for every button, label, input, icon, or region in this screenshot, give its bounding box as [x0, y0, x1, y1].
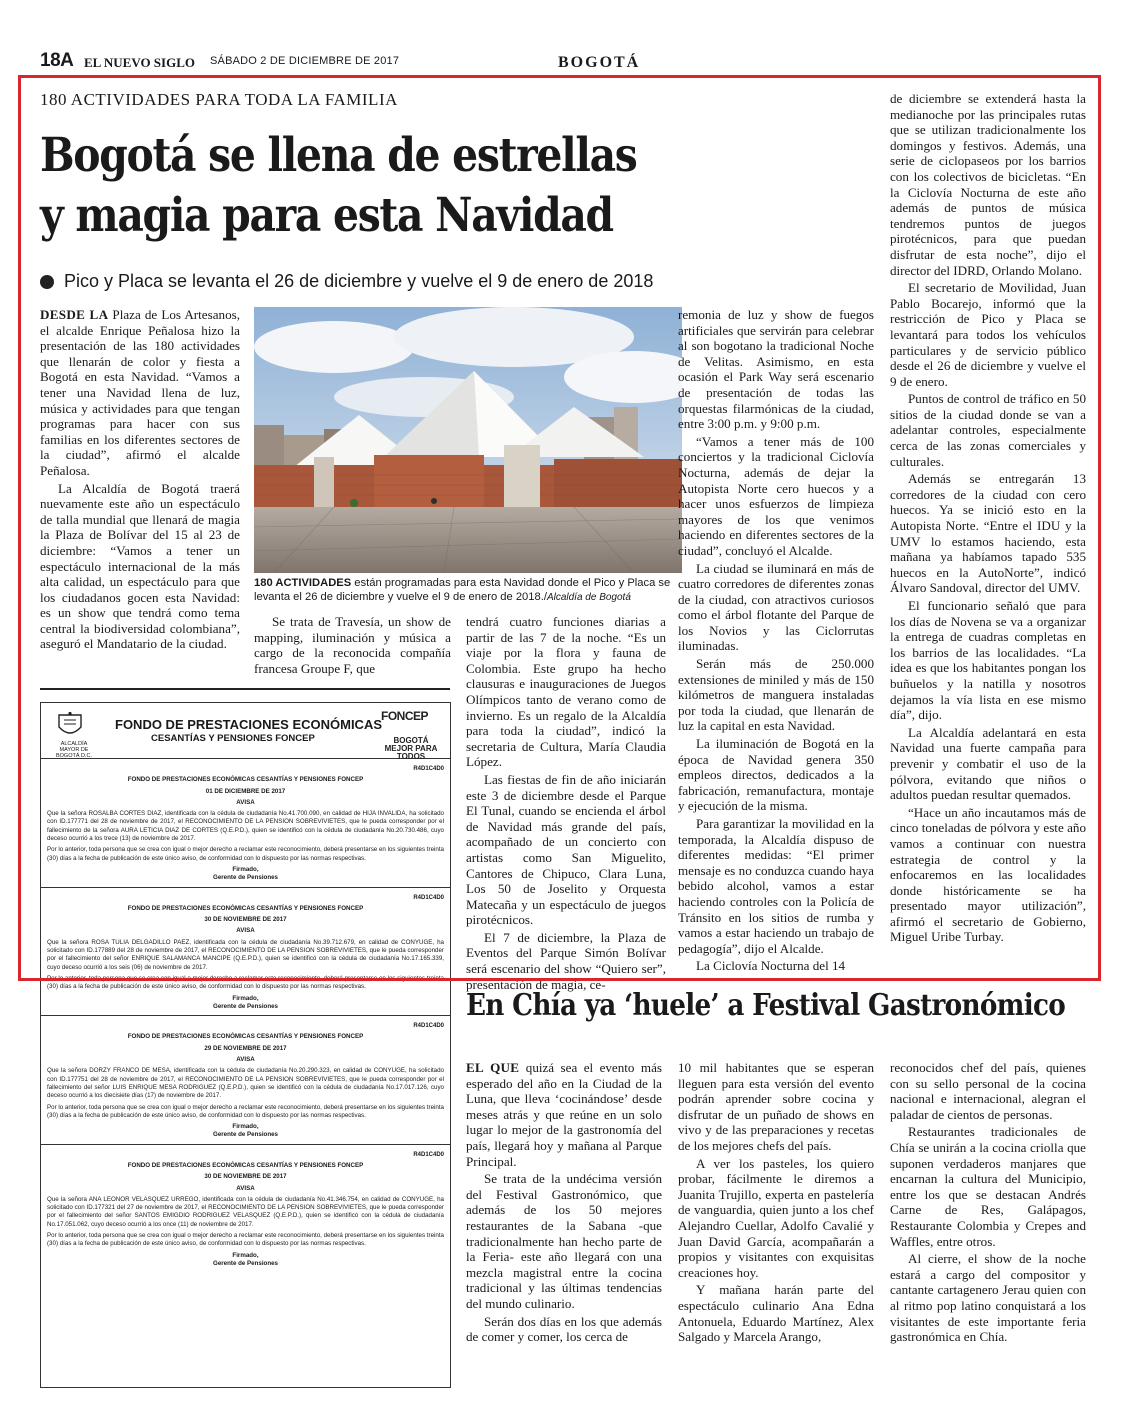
notice-body: Que la señora DORZY FRANCO DE MESA, identificada con la cédula de ciudadanía No.20.290.323, en calidad de CONYUGE, ha solicitado con ID.177751 del 28 de noviembre de 2017, el RECONOCIMIENTO DE LA PENSION SOBREVIVIETES, que le pueda corresponder por el fallecimiento del señor LUIS ENRIQUE MESA RODRIGUEZ (Q.E.P.D.), quien se identificó con la cédula de ciudadanía No.17.017.126, cuyo deceso ocurrió a los diecisiete días (17) de noviembre de 2017. [47, 1067, 444, 1100]
notices-title: FONDO DE PRESTACIONES ECONÓMICAS [115, 717, 383, 732]
notice-avisa: AVISA [236, 1056, 255, 1064]
article2-headline: En Chía ya ‘huele’ a Festival Gastronómico [466, 988, 1066, 1023]
notice-item [41, 888, 450, 1017]
paragraph: remonia de luz y show de fuegos artificiales que servirán para celebrar al son bogotano la tradicional Noche de Velitas. Asimismo, en esta ocasión el Park Way será escenario de presentación de todas las orquestas filarmónicas de la ciudad, entre 3:00 p.m. y 9:00 p.m. [678, 307, 874, 432]
photo-caption [254, 577, 682, 604]
notice-signed: Firmado, [232, 994, 259, 1002]
article2-column-2 [678, 1060, 874, 1347]
notice-item [41, 1016, 450, 1145]
bullet-icon [40, 275, 54, 289]
caption-text: están programadas para esta Navidad donde el Pico y Placa se levanta el 26 de diciembre y vuelve el 9 de enero de 2018./ [254, 577, 671, 603]
article-headline [40, 126, 771, 246]
notice-org: FONDO DE PRESTACIONES ECONÓMICAS CESANTÍAS Y PENSIONES FONCEP [127, 1161, 364, 1169]
paragraph-text: quizá sea el evento más esperado del año en la Ciudad de la Luna, que lleva ‘cocinándose’ desde meses atrás y que reúne en un solo lugar lo mejor de la gastronomía del país, llegará hoy y mañana al Parque Principal. [466, 1060, 662, 1169]
headline-line-1: Bogotá se llena de estrellas [40, 128, 637, 183]
issue-date: SÁBADO 2 DE DICIEMBRE DE 2017 [210, 55, 400, 67]
notice-body: Que la señora ANA LEONOR VELASQUEZ URREGO, identificada con la cédula de ciudadanía No.41.346.754, en calidad de CONYUGE, ha solicitado con ID.177321 del 27 de noviembre de 2017, el RECONOCIMIENTO DE LA PENSION SOBREVIVIETES, que le pueda corresponder por el fallecimiento del señor SANTOS EMIGDIO RODRIGUEZ VELASQUEZ (Q.E.P.D.), quien se identificó con la cédula de ciudadanía No.17.051.062, cuyo deceso ocurrió a los once (11) de noviembre de 2017. [47, 1195, 444, 1228]
article-column-3 [466, 614, 666, 994]
lead-cap: DESDE LA [40, 307, 109, 322]
paragraph: Al cierre, el show de la noche estará a cargo del compositor y cantante cartagenero Jerau quien con al ritmo pop latino conquistará a los visitantes de este importante feria gastronómica en Chía. [890, 1251, 1086, 1345]
legal-notices [40, 702, 451, 1388]
notice-body-2: Por lo anterior, toda persona que se crea con igual o mejor derecho a reclamar este reconocimiento, deberá presentarse en los siguientes treinta (30) días a la fecha de publicación de este único aviso, de conformidad con lo dispuesto por las normas respectivas. [47, 846, 444, 862]
paragraph: de diciembre se extenderá hasta la medianoche por las principales rutas que se utilizan tradicionalmente los domingos y festivos. Además, una serie de ciclopaseos por los barrios con los colectivos de bicicletas. “En la Ciclovía Nocturna de este año además de puntos de música tendremos puntos de juegos pirotécnicos, para que puedan disfrutar de esta noche”, dijo el director del IDRD, Orlando Molano. [890, 91, 1086, 278]
notice-signed: Firmado, [232, 1251, 259, 1259]
caption-bold: 180 ACTIVIDADES [254, 577, 352, 589]
foncep-logo [381, 709, 441, 761]
notice-date: 29 DE NOVIEMBRE DE 2017 [204, 1044, 287, 1052]
article-column-1 [40, 307, 240, 654]
paragraph: Restaurantes tradicionales de Chía se unirán a la cocina criolla que suponen verdaderos manjares que encarnan la cultura del Municipio, entre los que se destacan Andrés Carne de Res, Galápagos, Restaurante Colombia y Crepes and Waffles, entre otros. [890, 1124, 1086, 1249]
bogota-seal-icon [55, 711, 85, 739]
page-number: 18A [40, 50, 74, 71]
article-subhead [40, 271, 653, 292]
paragraph: Serán dos días en los que además de comer y comer, los cerca de [466, 1313, 662, 1345]
article-kicker: 180 ACTIVIDADES PARA TODA LA FAMILIA [40, 90, 398, 109]
notices-subtitle: CESANTÍAS Y PENSIONES FONCEP [151, 733, 315, 744]
paragraph: “Hace un año incautamos más de cinco toneladas de pólvora y este año vamos a continuar con nuestra estrategia de control y la enfocaremos en las localidades donde históricamente se ha presentado mayor utilización”, afirmó el secretario de Gobierno, Miguel Uribe Turbay. [890, 804, 1086, 945]
notice-body-2: Por lo anterior, toda persona que se crea con igual o mejor derecho a reclamar este reconocimiento, deberá presentarse en los siguientes treinta (30) días a la fecha de publicación de este único aviso, de conformidad con lo dispuesto por las normas respectivas. [47, 974, 444, 991]
subhead-text: Pico y Placa se levanta el 26 de diciembre y vuelve el 9 de enero de 2018 [64, 271, 654, 291]
paragraph: tendrá cuatro funciones diarias a partir de las 7 de la noche. “Es un viaje por la flora y fauna de Colombia. Este grupo ha hecho clausuras e inauguraciones de Juegos Olímpicos tanto de verano como de invierno. Es un regalo de la Alcaldía para toda la ciudad”, indicó la secretaria de Cultura, María Claudia López. [466, 614, 666, 770]
paragraph: Se trata de la undécima versión del Festival Gastronómico, que además de los 50 mejores restaurantes de la Sabana -que tradicionalmente han hecho parte de la Feria- este año llegará con una mezcla magistral entre la cocina tradicional y las últimas tendencias del mundo culinario. [466, 1171, 662, 1311]
article-column-2 [254, 614, 451, 678]
article2-column-1 [466, 1060, 662, 1347]
section-name: BOGOTÁ [558, 54, 641, 71]
paragraph: La iluminación de Bogotá en la época de Navidad genera 350 empleos directos, dedicados a la fabricación, remanufactura, montaje y ejecución de la misma. [678, 736, 874, 814]
notices-rule [40, 688, 450, 690]
notice-date: 01 DE DICIEMBRE DE 2017 [205, 787, 286, 795]
paragraph: Además se entregarán 13 corredores de la ciudad con cero huecos. Ya se inició esto en la Autopista Norte. “Entre el IDU y la UMV lo estamos haciendo, esta mañana ya habíamos tapado 535 huecos en la AutoNorte”, indicó Álvaro Sandoval, director del UMV. [890, 471, 1086, 596]
paragraph [466, 1060, 662, 1169]
notice-item [41, 1145, 450, 1273]
lead-cap: EL QUE [466, 1060, 520, 1075]
alcaldia-label: ALCALDÍA MAYOR DE BOGOTÁ D.C. [55, 741, 93, 759]
paragraph: A ver los pasteles, los quiero probar, fácilmente le diremos a Juanita Trujillo, experta en pastelería de vanguardia, quien junto a los chef Alejandro Cuellar, Adolfo Cavalié y Juan David García, acompañarán a propios y visitantes con exquisitas creaciones hoy. [678, 1155, 874, 1280]
notice-avisa: AVISA [236, 927, 255, 935]
paragraph-text: Plaza de Los Artesanos, el alcalde Enrique Peñalosa hizo la presentación de las 180 actividades que llenarán de color y fiesta a Bogotá en esta Navidad. “Vamos a tener una Navidad llena de luz, música y actividades para que tengan programas para hacer con sus familias en los diferentes sectores de la ciudad”, afirmó el alcalde Peñalosa. [40, 307, 240, 478]
notice-role: Gerente de Pensiones [213, 1002, 278, 1010]
notice-avisa: AVISA [236, 1184, 255, 1192]
paragraph: 10 mil habitantes que se esperan lleguen para esta versión del evento podrán aprender sobre cocina y disfrutar de un puñado de shows en vivo y de las preparaciones y recetas de los mejores chefs del país. [678, 1060, 874, 1153]
article-column-4 [678, 307, 874, 976]
article2-column-3 [890, 1060, 1086, 1347]
notice-code: R4D1C4D0 [413, 894, 444, 901]
paragraph: Puntos de control de tráfico en 50 sitios de la ciudad donde se van a adelantar controles, especialmente cerca de las zonas comerciales y culturales. [890, 391, 1086, 469]
paragraph: Se trata de Travesía, un show de mapping, iluminación y música a cargo de la reconocida compañía francesa Groupe F, que [254, 614, 451, 676]
newspaper-name: EL NUEVO SIGLO [84, 55, 195, 70]
notice-body: Que la señora ROSALBA CORTES DIAZ, identificada con la cédula de ciudadanía No.41.700.090, en calidad de HIJA INVALIDA, ha solicitado con ID.177771 del 28 de noviembre de 2017, el RECONOCIMIENTO DE LA PENSION SOBREVIVIETES, que le pueda corresponder por el fallecimiento de la señora AURA LETICIA DIAZ DE CORTES (Q.E.P.D.), quien se identificó con la cédula de ciudadanía No.20.730.486, cuyo deceso ocurrió a los trece (13) de noviembre de 2017. [47, 810, 444, 843]
notice-role: Gerente de Pensiones [213, 874, 278, 882]
paragraph: La ciudad se iluminará en más de cuatro corredores de diferentes zonas de la ciudad, con atractivos curiosos como el árbol flotante del Parque de los Novios y las Ciclorrutas iluminadas. [678, 560, 874, 654]
notice-code: R4D1C4D0 [413, 1023, 444, 1030]
paragraph: El 7 de diciembre, la Plaza de Eventos del Parque Simón Bolívar será escenario del show “Quiero ser”, presentación de magia, ce- [466, 929, 666, 992]
notice-org: FONDO DE PRESTACIONES ECONÓMICAS CESANTÍAS Y PENSIONES FONCEP [127, 776, 364, 784]
notice-org: FONDO DE PRESTACIONES ECONÓMICAS CESANTÍAS Y PENSIONES FONCEP [127, 1033, 364, 1041]
paragraph: El secretario de Movilidad, Juan Pablo Bocarejo, informó que la restricción de Pico y Placa se levantará para todos los vehículos particulares y de servicio público desde el 26 de diciembre y vuelve el 9 de enero. [890, 280, 1086, 389]
headline-line-2: y magia para esta Navidad [40, 188, 613, 243]
bogota-mejor-logo: BOGOTÁ MEJOR PARA TODOS [384, 736, 438, 761]
paragraph: La Ciclovía Nocturna del 14 [696, 958, 846, 974]
paragraph [40, 307, 240, 479]
paragraph: Y mañana harán parte del espectáculo culinario Ana Edna Antonuela, Eduardo Martínez, Alex Salgado y Marcela Arango, [678, 1282, 874, 1345]
paragraph: El funcionario señaló que para los días de Novena se va a organizar la entrega de cuadras completas en los barrios de las localidades. “La idea es que los habitantes pongan los buñuelos y la natilla y nosotros dejamos la vía lista en ese mismo día”, dijo. [890, 598, 1086, 723]
notice-signed: Firmado, [232, 865, 259, 873]
notice-body: Que la señora ROSA TULIA DELGADILLO PAEZ, identificada con la cédula de ciudadanía No.39.712.679, en calidad de CONYUGE, ha solicitado con ID.177889 del 28 de noviembre de 2017, el RECONOCIMIENTO DE LA PENSION SOBREVIVIETES, que le pueda corresponder por el fallecimiento del señor ENRIQUE SALAMANCA MANCIPE (Q.E.P.D.), quien se identificó con la cédula de ciudadanía No.17.165.339, cuyo deceso ocurrió a los seis (06) de noviembre de 2017. [47, 938, 444, 971]
notice-date: 30 DE NOVIEMBRE DE 2017 [204, 1173, 287, 1181]
paragraph: reconocidos chef del país, quienes con su sello personal de la cocina nacional e internacional, alegran el paladar de cientos de personas. [890, 1060, 1086, 1122]
notice-signed: Firmado, [232, 1123, 259, 1131]
notice-code: R4D1C4D0 [413, 1151, 444, 1158]
notice-date: 30 DE NOVIEMBRE DE 2017 [204, 916, 287, 924]
paragraph: La Alcaldía de Bogotá traerá nuevamente este año un espectáculo de talla mundial que llenará de magia la Plaza de Bolívar del 15 al 23 de diciembre: “Vamos a tener un espectáculo internacional de la más alta calidad, un espectáculo para que los ciudadanos gocen esta Navidad: es un show que tendrá como tema central la biodiversidad colombiana”, aseguró el Mandatario de la ciudad. [40, 480, 240, 652]
notices-header [41, 703, 450, 759]
article-column-5 [890, 91, 1086, 947]
notice-role: Gerente de Pensiones [213, 1259, 278, 1267]
masthead [40, 50, 1085, 76]
paragraph: Las fiestas de fin de año iniciarán este 3 de diciembre desde el Parque El Tunal, cuando se encienda el árbol de Navidad más grande del país, acompañado de un concierto con artistas como San Miguelito, Cantores de Chipuco, Clara Luna, Los 50 de Joselito y Orquesta Matecaña y un espectáculo de juegos pirotécnicos. [466, 771, 666, 928]
caption-credit: Alcaldía de Bogotá [546, 591, 631, 603]
article-photo [254, 307, 682, 573]
notice-body-2: Por lo anterior, toda persona que se crea con igual o mejor derecho a reclamar este reconocimiento, deberá presentarse en los siguientes treinta (30) días a la fecha de publicación de este único aviso, de conformidad con lo dispuesto por las normas respectivas. [47, 1232, 444, 1248]
paragraph: “Vamos a tener más de 100 conciertos y la tradicional Ciclovía Nocturna, además de dejar la Autopista Norte cero huecos y a hacer unos esfuerzos de limpieza mayores de los que venimos haciendo en diferentes sectores de la ciudad”, concluyó el Alcalde. [678, 433, 874, 558]
notice-code: R4D1C4D0 [413, 766, 444, 772]
notice-avisa: AVISA [236, 798, 255, 806]
notice-item [41, 759, 450, 888]
foncep-logo-text: FONCEP [381, 709, 429, 723]
paragraph: Para garantizar la movilidad en la temporada, la Alcaldía dispuso de diferentes medidas: “El primer mensaje es no conduzca cuando haya bebido alcohol, vamos a estar haciendo controles con la Policía de Tránsito en los sitios de rumba y vamos a estar haciendo un trabajo de pedagogía”, dijo el Alcalde. [678, 816, 874, 956]
paragraph: Serán más de 250.000 extensiones de miniled y más de 150 kilómetros de manguera instaladas por toda la ciudad, que llenarán de luz la capital en esta Navidad. [678, 656, 874, 734]
masthead-rule [40, 75, 1085, 77]
plaza-photo-image [254, 307, 682, 573]
paragraph: La Alcaldía adelantará en esta Navidad una fuerte campaña para prevenir y combatir el uso de la pólvora, evitando que niños o adultos puedan resultar quemados. [890, 724, 1086, 803]
notice-body-2: Por lo anterior, toda persona que se crea con igual o mejor derecho a reclamar este reconocimiento, deberá presentarse en los siguientes treinta (30) días a la fecha de publicación de este único aviso, de conformidad con lo dispuesto por las normas respectivas. [47, 1103, 444, 1119]
notice-org: FONDO DE PRESTACIONES ECONÓMICAS CESANTÍAS Y PENSIONES FONCEP [127, 904, 364, 912]
notice-role: Gerente de Pensiones [213, 1131, 278, 1139]
